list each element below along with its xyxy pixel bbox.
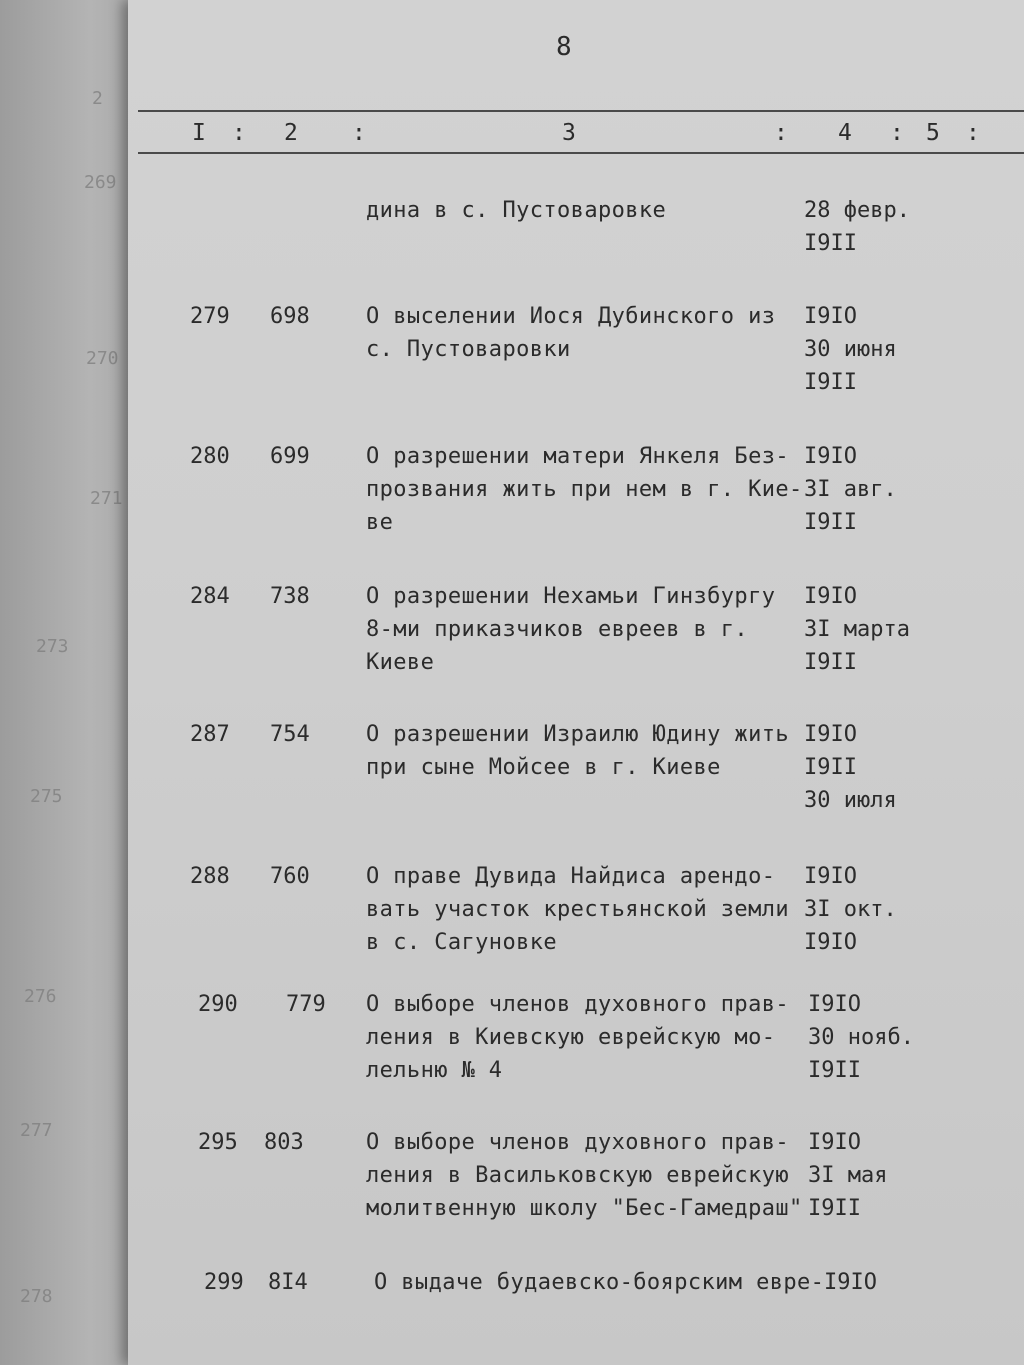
record-dates: [804, 440, 897, 539]
record-number: 299: [204, 1270, 244, 1295]
record-dates: [804, 718, 897, 817]
title-line: с. Пустоваровки: [366, 337, 571, 362]
date-line: I9IO: [804, 722, 857, 747]
record-dates: [804, 580, 910, 679]
title-line: Киеве: [366, 650, 435, 675]
facing-page-number: 273: [36, 636, 69, 657]
facing-page-number: 276: [24, 986, 57, 1007]
title-line: ления в Киевскую еврейскую мо-: [366, 1025, 776, 1050]
title-line: дина в с. Пустоваровке: [366, 198, 667, 223]
date-line: I9II: [804, 510, 857, 535]
record-title: [366, 718, 789, 784]
title-line: О разрешении Нехамьи Гинзбургу: [366, 584, 776, 609]
record-title: [366, 860, 789, 959]
record-number: 287: [190, 722, 230, 747]
title-line: О праве Дувида Найдиса арендо-: [366, 864, 776, 889]
record-code: 803: [264, 1130, 304, 1155]
title-line: О выселении Иося Дубинского из: [366, 304, 776, 329]
table-header-top-rule: [138, 110, 1024, 112]
column-header-3: 3: [562, 120, 576, 146]
date-line: 3I марта: [804, 617, 910, 642]
record-title: [366, 988, 789, 1087]
date-line: I9II: [804, 755, 857, 780]
record-number: 288: [190, 864, 230, 889]
title-line: О выборе членов духовного прав-: [366, 1130, 789, 1155]
table-header-bottom-rule: [138, 152, 1024, 154]
record-title: [366, 300, 775, 366]
record-dates: [804, 300, 897, 399]
title-line: вать участок крестьянской земли: [366, 897, 789, 922]
facing-page-number: 2: [92, 88, 103, 109]
record-code: 698: [270, 304, 310, 329]
record-number: 280: [190, 444, 230, 469]
record-code: 738: [270, 584, 310, 609]
facing-page-number: 269: [84, 172, 117, 193]
date-line: I9II: [804, 650, 857, 675]
title-line: лельню № 4: [366, 1058, 503, 1083]
date-line: I9IO: [808, 1130, 861, 1155]
column-header-4: 4: [838, 120, 852, 146]
column-header-2: 2: [284, 120, 298, 146]
date-line: I9IO: [808, 992, 861, 1017]
column-separator: :: [966, 120, 980, 146]
date-line: 3I окт.: [804, 897, 897, 922]
record-number: 290: [198, 992, 238, 1017]
title-line: 8-ми приказчиков евреев в г.: [366, 617, 749, 642]
date-line: I9IO: [804, 444, 857, 469]
column-separator: :: [774, 120, 788, 146]
title-line: О выборе членов духовного прав-: [366, 992, 789, 1017]
facing-page-number: 278: [20, 1286, 53, 1307]
title-line: О выдаче будаевско-боярским евре-: [374, 1270, 825, 1295]
date-line: I9IO: [804, 304, 857, 329]
date-line: 30 нояб.: [808, 1025, 914, 1050]
title-line: прозвания жить при нем в г. Кие-: [366, 477, 803, 502]
facing-page-number: 275: [30, 786, 63, 807]
column-header-1: I: [192, 120, 206, 146]
record-dates: [804, 860, 897, 959]
record-code: 760: [270, 864, 310, 889]
column-separator: :: [890, 120, 904, 146]
date-line: I9II: [808, 1058, 861, 1083]
date-line: 3I мая: [808, 1163, 888, 1188]
date-line: 3I авг.: [804, 477, 897, 502]
record-code: 779: [286, 992, 326, 1017]
date-line: 30 июня: [804, 337, 897, 362]
date-line: I9II: [804, 231, 857, 256]
title-line: О разрешении матери Янкеля Без-: [366, 444, 789, 469]
record-dates: [804, 194, 910, 260]
record-number: 295: [198, 1130, 238, 1155]
column-separator: :: [232, 120, 246, 146]
record-title: [366, 580, 775, 679]
title-line: О разрешении Израилю Юдину жить: [366, 722, 789, 747]
title-line: ве: [366, 510, 394, 535]
date-line: I9IO: [804, 584, 857, 609]
column-separator: :: [352, 120, 366, 146]
date-line: I9IO: [804, 864, 857, 889]
date-line: 28 февр.: [804, 198, 910, 223]
record-code: 754: [270, 722, 310, 747]
record-dates: [808, 1126, 887, 1225]
title-line: при сыне Мойсее в г. Киеве: [366, 755, 721, 780]
page-number: 8: [556, 32, 572, 62]
facing-page-number: 271: [90, 488, 123, 509]
date-line: 30 июля: [804, 788, 897, 813]
record-code: 8I4: [268, 1270, 308, 1295]
date-line: I9IO: [804, 930, 857, 955]
record-title: [374, 1266, 824, 1299]
record-title: [366, 440, 803, 539]
facing-page-number: 270: [86, 348, 119, 369]
facing-page-number: 277: [20, 1120, 53, 1141]
title-line: молитвенную школу "Бес-Гамедраш": [366, 1196, 803, 1221]
record-dates: [808, 988, 914, 1087]
title-line: ления в Васильковскую еврейскую: [366, 1163, 789, 1188]
title-line: в с. Сагуновке: [366, 930, 558, 955]
date-line: I9II: [808, 1196, 861, 1221]
record-number: 284: [190, 584, 230, 609]
record-number: 279: [190, 304, 230, 329]
column-header-5: 5: [926, 120, 940, 146]
record-dates: [824, 1266, 877, 1299]
record-title: [366, 194, 666, 227]
record-title: [366, 1126, 803, 1225]
date-line: I9IO: [824, 1270, 877, 1295]
date-line: I9II: [804, 370, 857, 395]
record-code: 699: [270, 444, 310, 469]
